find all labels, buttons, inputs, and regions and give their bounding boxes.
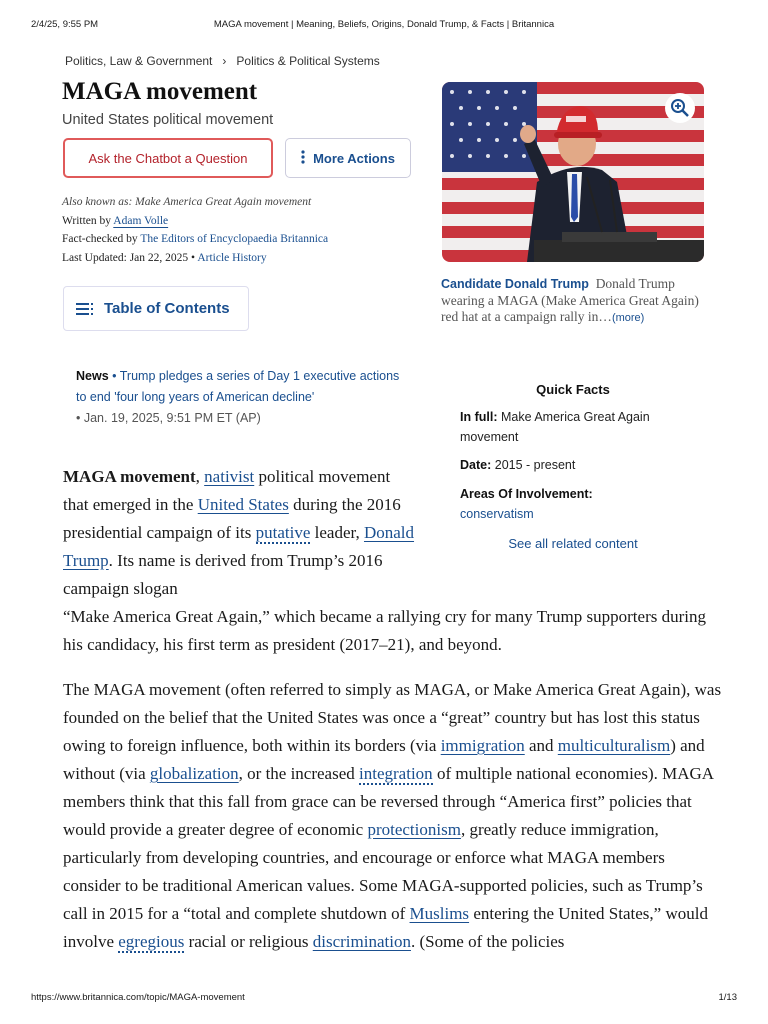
article-history-link[interactable]: Article History (197, 251, 267, 264)
link-immigration[interactable]: immigration (440, 736, 525, 755)
vertical-dots-icon (301, 150, 305, 167)
print-page-title: MAGA movement | Meaning, Beliefs, Origins, Donald Trump, & Facts | Britannica (213, 19, 555, 30)
text-run: leader, (310, 523, 364, 542)
intro-paragraph (63, 463, 415, 603)
caption-text: Donald Trump wearing a MAGA (Make America Great Again) red hat at a campaign rally in… (441, 276, 699, 324)
link-nativist[interactable]: nativist (204, 467, 255, 486)
news-headline-link[interactable]: Trump pledges a series of Day 1 executive actions to end 'four long years of American decline' (76, 369, 400, 404)
quick-fact-areas (460, 485, 700, 524)
caption-more-link[interactable]: (more) (611, 312, 645, 324)
fact-checker-link[interactable]: The Editors of Encyclopaedia Britannica (140, 233, 329, 245)
breadcrumb-item-political-systems[interactable]: Politics & Political Systems (236, 54, 380, 68)
image-caption (441, 276, 711, 327)
link-protectionism[interactable]: protectionism (367, 820, 461, 839)
breadcrumb (65, 54, 380, 68)
link-discrimination[interactable]: discrimination (312, 932, 411, 951)
link-globalization[interactable]: globalization (149, 764, 239, 783)
quick-fact-label: Date: (460, 458, 492, 472)
page-title: MAGA movement (62, 78, 258, 105)
fact-checked-by (62, 230, 328, 249)
quick-fact-date (460, 456, 700, 476)
list-icon (76, 302, 94, 316)
table-of-contents-button[interactable] (63, 286, 249, 331)
page-subtitle: United States political movement (62, 112, 274, 128)
author-link[interactable]: Adam Volle (113, 214, 169, 227)
quick-facts-title: Quick Facts (536, 382, 610, 397)
news-bullet: • (108, 369, 120, 383)
see-all-related-link[interactable]: See all related content (508, 536, 638, 551)
text-run: entering the United States,” would involve (63, 904, 708, 951)
link-multiculturalism[interactable]: multiculturalism (557, 736, 671, 755)
caption-title: Candidate Donald Trump (441, 277, 589, 291)
link-united-states[interactable]: United States (197, 495, 289, 514)
print-header (31, 19, 737, 33)
text-run: ) and without (via (63, 736, 705, 783)
ask-chatbot-button[interactable] (63, 138, 273, 178)
lead-term: MAGA movement (63, 467, 196, 486)
last-updated-label: Last Updated: Jan 22, 2025 • (62, 251, 198, 264)
intro-paragraph-continued: “Make America Great Again,” which became a rallying cry for many Trump supporters during his candidacy, his first term as president (2017–21), and beyond. (63, 607, 706, 654)
quick-fact-in-full (460, 408, 700, 447)
quick-fact-value: Make America Great Again movement (460, 410, 650, 444)
news-timestamp: • Jan. 19, 2025, 9:51 PM ET (AP) (76, 411, 261, 425)
text-run: , (195, 467, 205, 486)
text-run: and (524, 736, 558, 755)
ask-chatbot-label: Ask the Chatbot a Question (88, 150, 248, 166)
text-run: political movement that emerged in the (63, 467, 391, 514)
text-run: , greatly reduce immigration, particularly from developing countries, and encourage or enforce what MAGA members consider to be traditional American values. Some MAGA-supported policies, such as Trump’s call in 2015 for a “total and complete shutdown of (63, 820, 703, 923)
written-by (62, 212, 328, 231)
news-label: News (76, 369, 109, 383)
article-meta (62, 193, 328, 267)
breadcrumb-separator: › (222, 54, 227, 68)
more-actions-label: More Actions (313, 150, 395, 166)
text-run: . (Some of the policies (410, 932, 565, 951)
link-integration[interactable]: integration (359, 764, 433, 783)
table-of-contents-label: Table of Contents (104, 300, 230, 317)
text-run: racial or religious (184, 932, 313, 951)
body-paragraph (63, 676, 723, 956)
text-run: during the 2016 presidential campaign of its (63, 495, 401, 542)
text-run: of multiple national economies). MAGA members think that this fall from grace can be reversed through “America first” policies that would provide a greater degree of economic (63, 764, 714, 839)
text-run: . Its name is derived from Trump’s 2016 campaign slogan (63, 551, 383, 598)
fact-checked-label: Fact-checked by (62, 233, 141, 245)
conservatism-link[interactable]: conservatism (460, 506, 534, 521)
written-by-label: Written by (62, 214, 114, 227)
quick-fact-label: In full: (460, 410, 498, 424)
news-item (76, 366, 406, 429)
breadcrumb-item-politics-law[interactable]: Politics, Law & Government (65, 54, 213, 68)
text-run: , or the increased (238, 764, 360, 783)
quick-fact-label: Areas Of Involvement: (460, 487, 593, 501)
text-run: The MAGA movement (often referred to simply as MAGA, or Make America Great Again), was founded on the belief that the United States was once a “great” country but has lost this status owing to foreign influence, both within its borders (via (63, 680, 722, 755)
last-updated (62, 249, 328, 268)
print-date: 2/4/25, 9:55 PM (31, 19, 99, 30)
link-putative[interactable]: putative (255, 523, 311, 542)
footer-page-number: 1/13 (718, 992, 737, 1003)
link-muslims[interactable]: Muslims (409, 904, 470, 923)
link-donald-trump[interactable]: Donald Trump (63, 523, 415, 570)
link-egregious[interactable]: egregious (118, 932, 185, 951)
zoom-in-icon[interactable] (665, 93, 695, 123)
also-known-as: Also known as: Make America Great Again movement (62, 196, 312, 208)
footer-url: https://www.britannica.com/topic/MAGA-movement (31, 992, 245, 1003)
quick-fact-value: 2015 - present (494, 458, 576, 472)
more-actions-button[interactable] (285, 138, 411, 178)
